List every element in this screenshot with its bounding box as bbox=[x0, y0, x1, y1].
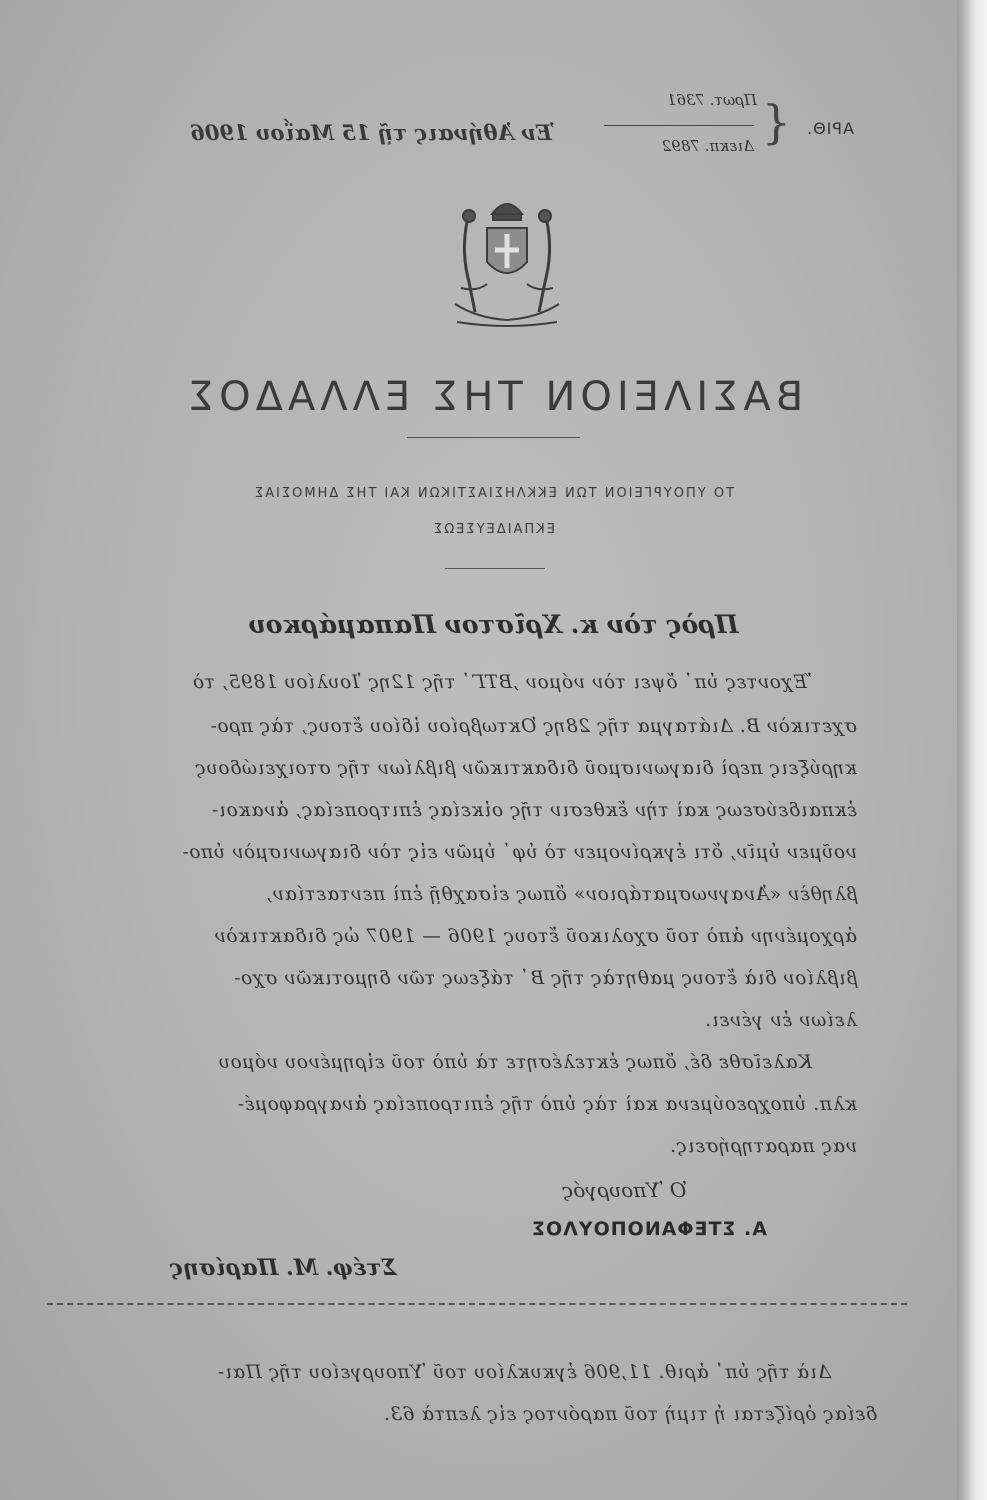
body-line: κλπ. ὑποχρεούμενα καὶ τὰς ὑπὸ τῆς ἐπιτροπείας ἀναγραφομέ- bbox=[237, 1094, 857, 1115]
addressee-heading: Πρὸς τὸν κ. Χρῖστον Παπαμάρκου bbox=[248, 610, 739, 639]
body-line: βληθὲν «Ἀναγνωσματάριον» ὅπως εἰσαχθῇ ἐπὶ πενταετίαν, bbox=[265, 884, 857, 905]
body-line: νας παρατηρήσεις. bbox=[669, 1136, 857, 1157]
kingdom-title: ΒΑΣΙΛΕΙΟΝ ΤΗΣ ΕΛΛΑΔΟΣ bbox=[183, 374, 804, 420]
reference-number-label: ΑΡΙΘ. bbox=[806, 119, 854, 138]
ministry-line-2: ΕΚΠΑΙΔΕΥΣΕΩΣ bbox=[432, 522, 555, 537]
protocol-number: Πρωτ. 7361 bbox=[666, 91, 757, 109]
body-line: λείων ἐν γένει. bbox=[704, 1010, 857, 1031]
minister-name: Α. ΣΤΕΦΑΝΟΠΟΥΛΟΣ bbox=[530, 1218, 767, 1240]
royal-coat-of-arms-icon bbox=[447, 192, 567, 332]
ministry-line-1: ΤΟ ΥΠΟΥΡΓΕΙΟΝ ΤΩΝ ΕΚΚΛΗΣΙΑΣΤΙΚΩΝ ΚΑΙ ΤΗΣ ΔΗΜΟΣΙΑΣ bbox=[252, 486, 735, 501]
footnote-line-1: Διὰ τῆς ὑπ᾿ ἀριθ. 11,906 ἐγκυκλίου τοῦ Ὑπουργείου τῆς Παι- bbox=[217, 1362, 831, 1383]
footnote-divider bbox=[47, 1303, 907, 1305]
body-line: ἀρχομένην ἀπὸ τοῦ σχολικοῦ ἔτους 1906 — 1907 ὡς διδακτικὸν bbox=[213, 926, 857, 947]
title-divider bbox=[407, 437, 580, 438]
body-line: βιβλίον διὰ ἔτους μαθητὰς τῆς Β᾿ τάξεως τῶν δημοτικῶν σχο- bbox=[233, 968, 857, 989]
reference-brace-icon: { bbox=[761, 95, 791, 149]
reference-divider bbox=[604, 125, 754, 126]
body-line: σχετικὸν Β. Διάταγμα τῆς 28ης Ὀκτωβρίου ἰδίου ἔτους, τὰς προ- bbox=[209, 716, 857, 737]
body-line: ἐκπαιδεύσεως καὶ τὴν ἔκθεσιν τῆς οἰκείας ἐπιτροπείας, ἀνακοι- bbox=[211, 800, 857, 821]
body-line: Ἔχοντες ὑπ᾿ ὄψει τὸν νόμον ,ΒΤΓ᾿ τῆς 12ης Ἰουλίου 1895, τὸ bbox=[192, 672, 812, 693]
document-date: Ἐν Ἀθήναις τῇ 15 Μαΐου 1906 bbox=[190, 120, 555, 145]
secretary-signature: Στέφ. Μ. Παρίσης bbox=[169, 1255, 397, 1281]
ministry-divider bbox=[445, 568, 545, 569]
signatory-title: Ὁ Ὑπουργός bbox=[562, 1178, 687, 1202]
dispatch-number: Διεκπ. 7892 bbox=[661, 137, 754, 155]
body-line: κηρύξεις περὶ διαγωνισμοῦ διδακτικῶν βιβλίων τῆς στοιχειώδους bbox=[194, 758, 857, 779]
footnote-line-2: δείας ὁρίζεται ἡ τιμὴ τοῦ παρόντος εἰς λεπτὰ 63. bbox=[383, 1404, 877, 1425]
body-line: νοῦμεν ὑμῖν, ὅτι ἐγκρίνομεν τὸ ὑφ᾿ ὑμῶν εἰς τὸν διαγωνισμὸν ὑπο- bbox=[181, 842, 857, 863]
body-line: Καλεῖσθε δέ, ὅπως ἐκτελέσητε τὰ ὑπὸ τοῦ εἰρημένου νόμου bbox=[218, 1052, 812, 1073]
